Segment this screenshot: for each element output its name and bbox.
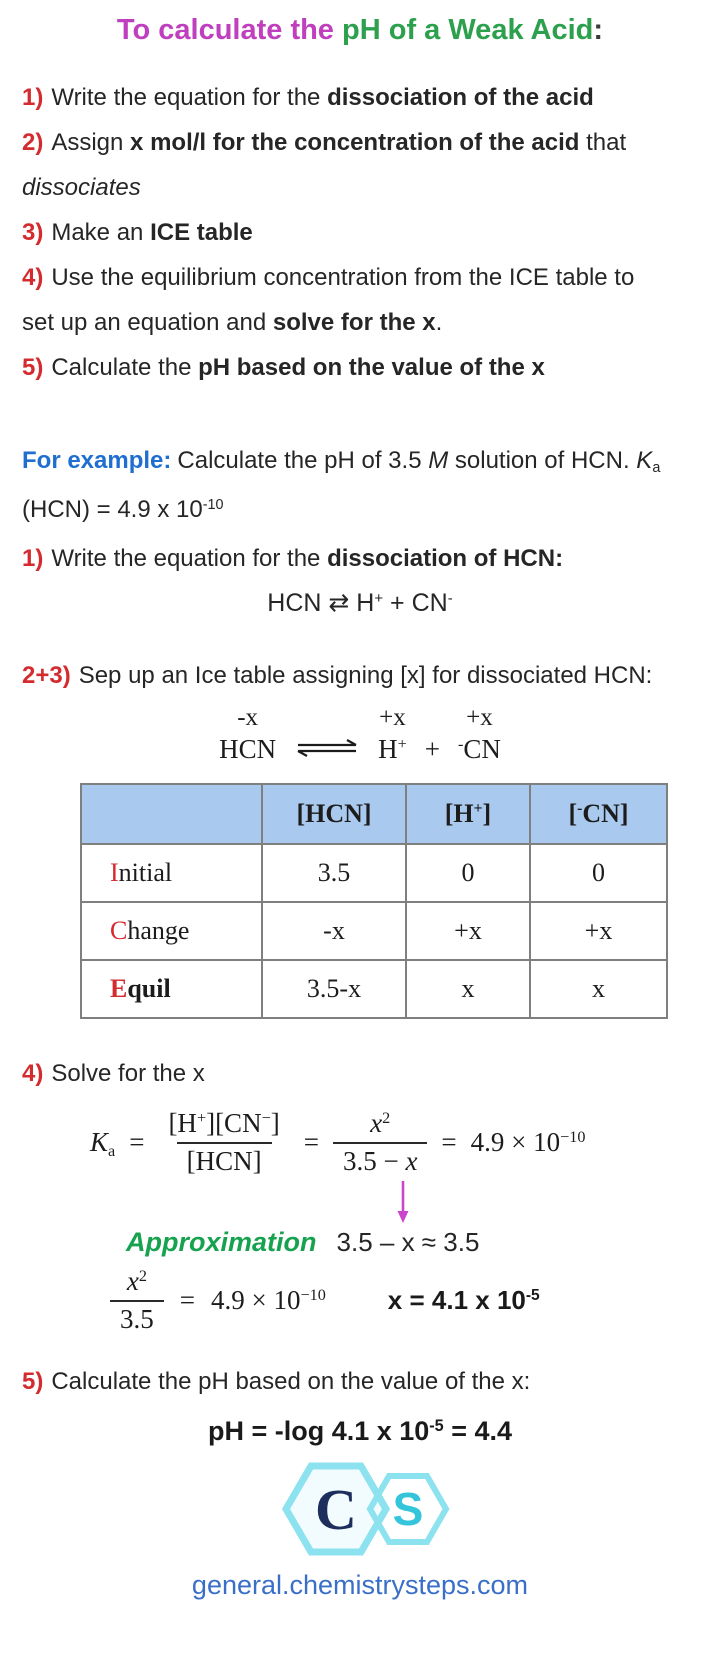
ka-value-line xyxy=(22,487,706,536)
numerator-text: [H xyxy=(168,1108,197,1138)
row-label-change xyxy=(81,902,262,960)
header-empty-cell xyxy=(81,784,262,844)
step-number: 2+3) xyxy=(22,662,71,689)
ice-table-heading xyxy=(22,653,706,698)
x-result xyxy=(388,1285,540,1316)
ka-symbol: K xyxy=(90,1127,109,1157)
procedure-step-3 xyxy=(22,210,706,255)
logo-letter-s: S xyxy=(392,1483,424,1535)
header-hcn: [HCN] xyxy=(262,784,406,844)
example-intro xyxy=(22,438,706,487)
value-text: x = 4.1 x 10 xyxy=(387,1285,526,1315)
ka-equation xyxy=(90,1108,720,1177)
header-text: ] xyxy=(482,799,492,828)
step-text: . xyxy=(435,309,443,336)
species-hcn: HCN xyxy=(219,734,277,765)
species-text: H xyxy=(378,734,398,765)
ka-numeric-value xyxy=(471,1127,586,1158)
header-text: CN] xyxy=(582,799,629,828)
fraction-denominator: [HCN] xyxy=(177,1142,272,1177)
header-h-plus xyxy=(406,784,530,844)
step-text: set up an equation and xyxy=(22,309,273,336)
step-number: 3) xyxy=(22,219,44,246)
step-text: Sep up an Ice table assigning [x] for dissociated HCN: xyxy=(78,662,653,689)
step-text: Calculate the xyxy=(51,354,199,381)
step-text-bold: x mol/l for the concentration of the acid xyxy=(130,129,580,156)
example-step-1 xyxy=(22,536,706,581)
ph-expression: pH = -log 4.1 x 10 xyxy=(207,1416,430,1446)
step-text: Assign xyxy=(51,129,131,156)
approximation-line xyxy=(126,1227,720,1258)
step-number: 4) xyxy=(22,1060,44,1087)
step-text-bold: dissociation of HCN: xyxy=(327,545,564,572)
cell-change-hcn: -x xyxy=(262,902,406,960)
x-variable: x xyxy=(126,1266,139,1296)
equation-species: H xyxy=(349,589,375,617)
row-label-initial xyxy=(81,844,262,902)
ka-symbol: K xyxy=(636,447,653,474)
row-label-equil xyxy=(81,960,262,1018)
cell-initial-cn: 0 xyxy=(530,844,667,902)
procedure-step-2 xyxy=(22,120,706,165)
cell-equil-cn: x xyxy=(530,960,667,1018)
procedure-step-4 xyxy=(22,255,706,300)
step-text: Write the equation for the xyxy=(51,84,328,111)
value-text: 4.9 × 10 xyxy=(210,1285,301,1315)
charge-superscript: − xyxy=(261,1109,271,1128)
ice-table-change-row xyxy=(81,902,667,960)
fraction-numerator xyxy=(117,1266,157,1300)
fraction-numerator xyxy=(158,1108,289,1142)
procedure-list xyxy=(0,75,720,390)
ph-result xyxy=(0,1416,720,1447)
example-text: Calculate the pH of 3.5 xyxy=(177,447,429,474)
ka-term xyxy=(90,1127,115,1158)
change-label-hcn: -x xyxy=(237,704,259,731)
page-title xyxy=(0,0,720,47)
site-url[interactable]: general.chemistrysteps.com xyxy=(191,1570,529,1600)
exponent: −10 xyxy=(560,1128,586,1147)
denominator-text: 3.5 − xyxy=(342,1146,406,1176)
ka-value: (HCN) = 4.9 x 10 xyxy=(22,496,203,523)
x-squared-fraction xyxy=(333,1108,427,1177)
step-number: 2) xyxy=(22,129,44,156)
x-variable: x xyxy=(405,1146,418,1176)
equals-sign: = xyxy=(441,1127,457,1157)
cell-initial-hcn: 3.5 xyxy=(262,844,406,902)
exponent: -5 xyxy=(429,1417,444,1436)
cell-initial-h: 0 xyxy=(406,844,530,902)
logo-letter-c: C xyxy=(315,1477,357,1542)
step-text: Use the equilibrium concentration from the ICE table to xyxy=(51,264,635,291)
charge-superscript: - xyxy=(457,735,464,754)
header-text: [ xyxy=(568,799,578,828)
row-label-text: nitial xyxy=(118,858,173,887)
charge-superscript: + xyxy=(196,1109,207,1128)
step-number: 4) xyxy=(22,264,44,291)
header-text: [H xyxy=(444,799,474,828)
step-text: Calculate the pH based on the value of the x: xyxy=(51,1368,531,1395)
ka-numeric-value xyxy=(211,1285,326,1316)
step-text-bold: ICE table xyxy=(150,219,253,246)
species-h-plus xyxy=(378,733,407,767)
numerator-text: ] xyxy=(270,1108,280,1138)
exponent: -5 xyxy=(525,1287,540,1305)
ka-subscript: a xyxy=(108,1141,116,1160)
step-number: 1) xyxy=(22,545,44,572)
charge-superscript: + xyxy=(473,800,483,818)
procedure-step-1 xyxy=(22,75,706,120)
plus-sign: + xyxy=(424,734,440,765)
final-step-heading xyxy=(22,1359,706,1404)
equation-species: + CN xyxy=(383,589,448,617)
fraction-denominator xyxy=(333,1142,427,1177)
equals-sign: = xyxy=(129,1127,145,1157)
for-example-label: For example: xyxy=(22,447,172,474)
reversible-arrow-icon: ⇄ xyxy=(328,589,350,617)
example-text: solution of HCN. xyxy=(448,447,637,474)
row-label-initial-letter: E xyxy=(110,974,128,1003)
approximation-expression: 3.5 – x ≈ 3.5 xyxy=(336,1227,480,1257)
x-squared-over-35-fraction xyxy=(110,1266,164,1335)
change-label-h: +x xyxy=(379,704,406,731)
fraction-numerator xyxy=(360,1108,400,1142)
charge-superscript: + xyxy=(374,589,384,607)
title-lead: To calculate the xyxy=(116,14,334,46)
value-text: 4.9 × 10 xyxy=(470,1127,561,1157)
ph-value: = 4.4 xyxy=(443,1416,513,1446)
simplified-equation xyxy=(110,1266,720,1335)
concentration-fraction xyxy=(158,1108,289,1177)
step-text: that xyxy=(579,129,627,156)
title-subject: pH of a Weak Acid xyxy=(333,14,594,46)
approximation-pointer xyxy=(394,1179,720,1227)
step-text: Write the equation for the xyxy=(51,545,328,572)
step-number: 5) xyxy=(22,1368,44,1395)
charge-superscript: - xyxy=(447,589,453,607)
example-section xyxy=(0,438,720,629)
dissociation-equation xyxy=(0,581,720,629)
ice-table xyxy=(80,783,668,1019)
exponent: 2 xyxy=(138,1267,147,1286)
equals-sign: = xyxy=(179,1285,195,1315)
procedure-step-5 xyxy=(22,345,706,390)
cell-equil-hcn: 3.5-x xyxy=(262,960,406,1018)
charge-superscript: - xyxy=(577,800,583,818)
species-text: CN xyxy=(463,734,501,765)
ice-table-header-row xyxy=(81,784,667,844)
step-text-bold: dissociation of the acid xyxy=(327,84,594,111)
charge-superscript: + xyxy=(397,735,407,754)
change-label-cn: +x xyxy=(466,704,493,731)
molarity-symbol: M xyxy=(428,447,449,474)
ka-exponent: -10 xyxy=(202,497,224,514)
equilibrium-arrows-icon xyxy=(294,733,360,767)
species-cn-minus xyxy=(458,733,501,767)
ice-table-initial-row xyxy=(81,844,667,902)
row-label-initial-letter: I xyxy=(110,858,119,887)
row-label-text: hange xyxy=(127,916,190,945)
approximation-label: Approximation xyxy=(126,1227,317,1257)
cell-change-cn: +x xyxy=(530,902,667,960)
solve-heading xyxy=(22,1051,706,1096)
fraction-denominator: 3.5 xyxy=(110,1300,164,1335)
equals-sign: = xyxy=(303,1127,319,1157)
chemistrysteps-logo xyxy=(0,1453,720,1570)
numerator-text: ][CN xyxy=(206,1108,262,1138)
header-cn-minus xyxy=(530,784,667,844)
step-number: 5) xyxy=(22,354,44,381)
ka-subscript: a xyxy=(652,460,661,477)
x-variable: x xyxy=(370,1108,383,1138)
ice-reaction-equation xyxy=(219,702,501,767)
row-label-initial-letter: C xyxy=(110,916,128,945)
step-text: Make an xyxy=(51,219,151,246)
step-text: Solve for the x xyxy=(51,1060,205,1087)
ice-table-equil-row xyxy=(81,960,667,1018)
logo-hexagons-icon xyxy=(270,1453,450,1565)
step-text-bold: pH based on the value of the x xyxy=(198,354,545,381)
equation-species: HCN xyxy=(267,589,329,617)
row-label-text: quil xyxy=(127,974,171,1003)
cell-change-h: +x xyxy=(406,902,530,960)
exponent: −10 xyxy=(300,1286,326,1305)
cell-equil-h: x xyxy=(406,960,530,1018)
step-number: 1) xyxy=(22,84,44,111)
procedure-step-2-continuation: dissociates xyxy=(22,174,141,201)
procedure-step-4-continuation xyxy=(22,300,706,345)
step-text-bold: solve for the x xyxy=(272,309,436,336)
exponent: 2 xyxy=(382,1109,391,1128)
title-colon: : xyxy=(593,14,604,46)
